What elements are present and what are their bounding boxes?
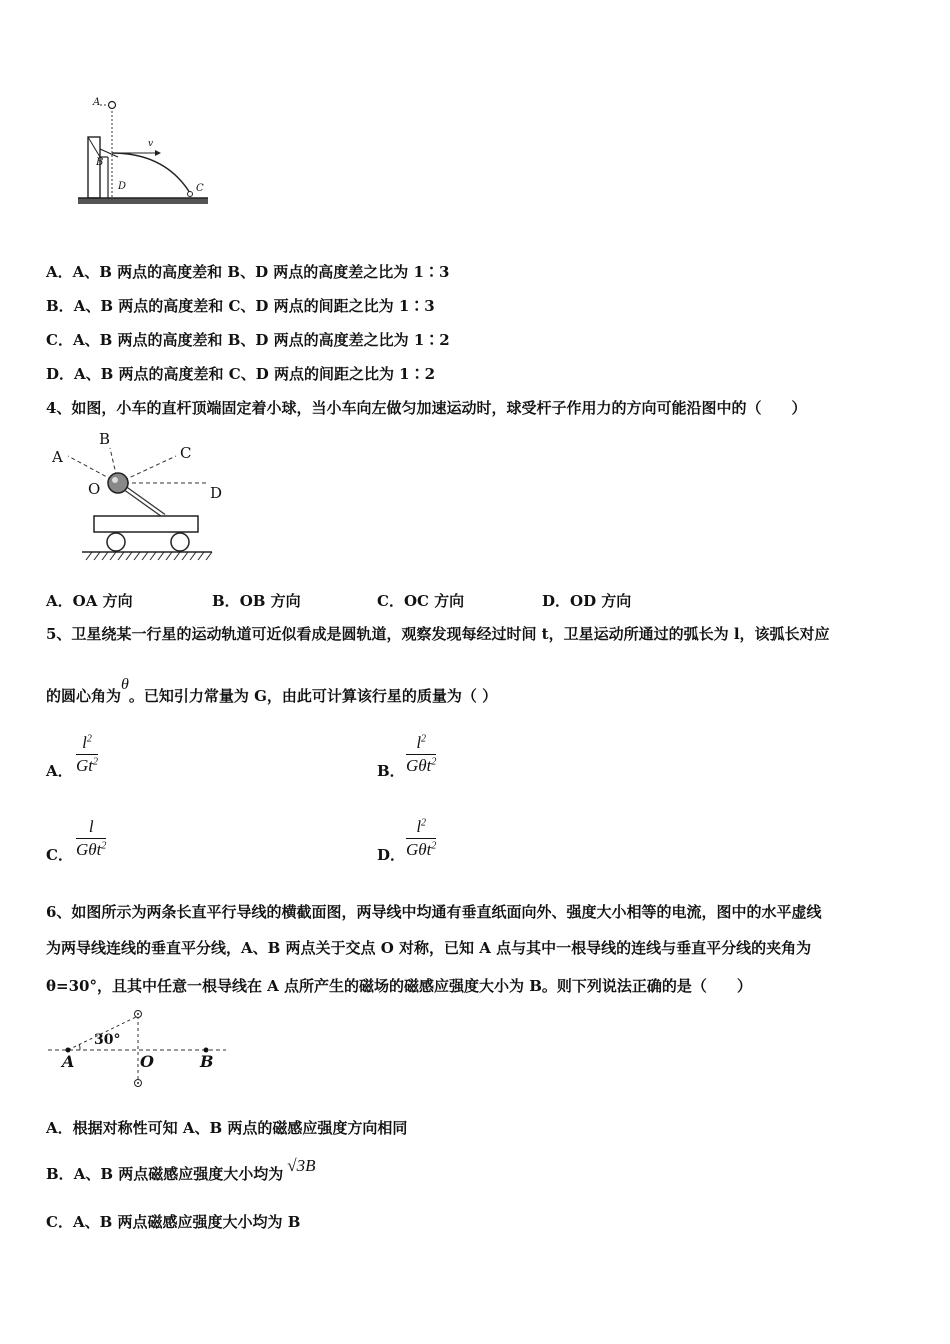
q3-option-a-letter: A． bbox=[46, 263, 73, 281]
q6-label-a: A bbox=[62, 1052, 75, 1071]
q3-option-c-text: A、B 两点的高度差和 B、D 两点的高度差之比为 1∶2 bbox=[72, 331, 450, 349]
q6-option-b-math: √3B bbox=[287, 1156, 316, 1175]
q3-label-d: D bbox=[118, 181, 127, 192]
q6-option-a[interactable] bbox=[46, 1118, 407, 1138]
q3-label-c: C bbox=[196, 183, 204, 194]
q4-option-c[interactable] bbox=[377, 590, 464, 611]
q4-option-d-text: OD 方向 bbox=[570, 592, 632, 610]
q4-option-b-text: OB 方向 bbox=[239, 592, 301, 610]
q5-option-b-fraction[interactable]: $l^2$ Gθt$^2$ bbox=[406, 733, 437, 775]
q6-option-a-letter: A． bbox=[46, 1119, 73, 1137]
q6-option-b-text: A、B 两点磁感应强度大小均为 bbox=[73, 1165, 284, 1183]
q3-option-a-text: A、B 两点的高度差和 B、D 两点的高度差之比为 1∶3 bbox=[72, 263, 450, 281]
q6-label-b: B bbox=[200, 1052, 214, 1071]
q3-option-d[interactable] bbox=[46, 364, 435, 384]
q4-option-d[interactable] bbox=[542, 590, 631, 611]
q5-stem-line2 bbox=[46, 676, 498, 707]
q6-option-a-text: 根据对称性可知 A、B 两点的磁感应强度方向相同 bbox=[72, 1119, 408, 1137]
q3-option-c[interactable] bbox=[46, 330, 450, 350]
q6-option-c-letter: C． bbox=[46, 1213, 73, 1231]
q6-stem-line2: 为两导线连线的垂直平分线，A、B 两点关于交点 O 对称，已知 A 点与其中一根导线的连线与垂直平分线的夹角为 bbox=[46, 939, 812, 957]
q4-stem: 4、如图，小车的直杆顶端固定着小球，当小车向左做匀加速运动时，球受杆子作用力的方向可能沿图中的（ ） bbox=[46, 399, 807, 417]
q3-option-d-letter: D． bbox=[46, 365, 75, 383]
q4-option-a-text: OA 方向 bbox=[72, 592, 133, 610]
q4-label-a: A bbox=[52, 448, 63, 466]
q4-figure bbox=[46, 428, 246, 568]
q3-option-b-letter: B． bbox=[46, 297, 74, 315]
q4-label-o: O bbox=[88, 480, 101, 498]
q3-label-v: v bbox=[148, 139, 154, 149]
q5-option-d-fraction[interactable]: $l^2$ Gθt$^2$ bbox=[406, 817, 437, 859]
q6-option-b[interactable] bbox=[46, 1156, 316, 1184]
q3-label-b: B bbox=[96, 157, 104, 168]
q3-option-b[interactable] bbox=[46, 296, 435, 316]
q5-option-a-fraction[interactable]: $\frac{l^2}{Gt^2}$ bbox=[76, 733, 98, 775]
q4-option-d-letter: D． bbox=[542, 592, 571, 610]
q4-option-b[interactable] bbox=[212, 590, 301, 611]
q3-figure bbox=[70, 95, 220, 220]
q6-label-angle: 30° bbox=[94, 1032, 121, 1048]
q6-stem-line1: 6、如图所示为两条长直平行导线的横截面图，两导线中均通有垂直纸面向外、强度大小相等的电流，图中的水平虚线 bbox=[46, 903, 822, 921]
q5-option-b-letter[interactable]: B． bbox=[377, 762, 405, 780]
q5-stem-line2-a: 的圆心角为 bbox=[46, 687, 122, 705]
q5-theta: θ bbox=[121, 676, 129, 693]
q4-option-c-text: OC 方向 bbox=[403, 592, 465, 610]
q5-option-c-fraction[interactable]: l Gθt$^2$ bbox=[76, 817, 107, 859]
q6-option-c[interactable] bbox=[46, 1212, 300, 1232]
q6-option-b-letter: B． bbox=[46, 1165, 74, 1183]
q3-option-c-letter: C． bbox=[46, 331, 73, 349]
q4-label-d: D bbox=[210, 484, 223, 502]
q6-option-c-text: A、B 两点磁感应强度大小均为 B bbox=[72, 1213, 301, 1231]
q4-option-c-letter: C． bbox=[377, 592, 404, 610]
q4-label-c: C bbox=[180, 444, 192, 462]
q5-option-a-letter[interactable]: A． bbox=[46, 762, 73, 780]
q4-label-b: B bbox=[99, 430, 111, 448]
q5-option-c-letter[interactable]: C． bbox=[46, 846, 73, 864]
q6-label-o: O bbox=[140, 1052, 154, 1071]
q6-figure bbox=[46, 1006, 236, 1090]
q4-option-b-letter: B． bbox=[212, 592, 240, 610]
q3-option-b-text: A、B 两点的高度差和 C、D 两点的间距之比为 1∶3 bbox=[73, 297, 435, 315]
q4-option-a[interactable] bbox=[46, 590, 133, 611]
q3-option-d-text: A、B 两点的高度差和 C、D 两点的间距之比为 1∶2 bbox=[74, 365, 436, 383]
q5-stem-line2-b: 。已知引力常量为 G，由此可计算该行星的质量为（ ） bbox=[128, 687, 498, 705]
q3-option-a[interactable] bbox=[46, 262, 449, 282]
q6-stem-line3: θ=30°，且其中任意一根导线在 A 点所产生的磁场的磁感应强度大小为 B。则下列说法正确的是（ ） bbox=[46, 977, 752, 995]
q5-stem-line1: 5、卫星绕某一行星的运动轨道可近似看成是圆轨道，观察发现每经过时间 t，卫星运动所通过的弧长为 l，该弧长对应 bbox=[46, 625, 830, 643]
q5-option-d-letter[interactable]: D． bbox=[377, 846, 406, 864]
q3-label-a: A bbox=[93, 97, 101, 108]
q4-option-a-letter: A． bbox=[46, 592, 73, 610]
